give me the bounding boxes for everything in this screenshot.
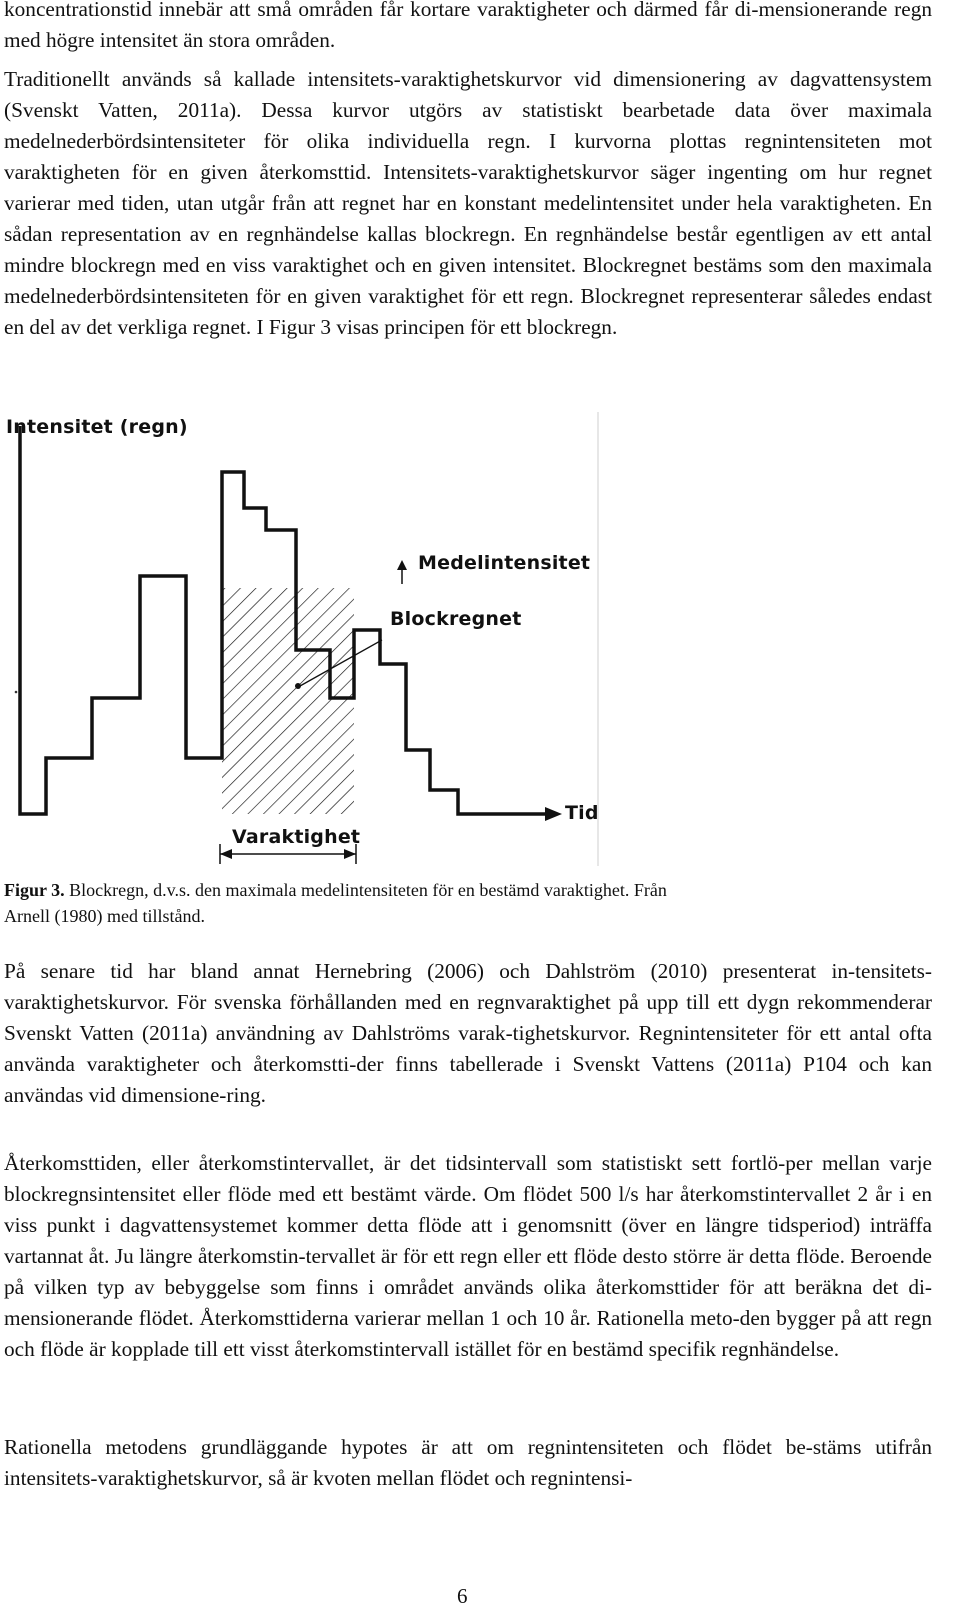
mean-intensity-label: Medelintensitet bbox=[418, 552, 591, 574]
x-axis-label: Tid bbox=[565, 802, 599, 824]
paragraph-intensitets-varaktighetskurvor: Traditionellt används så kallade intensitets-varaktighetskurvor vid dimensionering av dagvattensystem (Svenskt Vatten, 2011a). Dessa kurvor utgörs av statistiskt bearbetade data över maximala medelnederbördsintensiteter för olika individuella regn. I kurvorna plottas regnintensiteten mot varaktigheten för en given återkomsttid. Intensitets-varaktighetskurvor säger ingenting om hur regnet varierar med tiden, utan utgår från att regnet har en konstant medelintensitet under hela varaktigheten. En sådan representation av en regnhändelse kallas blockregn. En regnhändelse består egentligen av ett antal mindre blockregn med en viss varaktighet och en given intensitet. Blockregnet bestäms som den maximala medelnederbördsintensiteten för en given varaktighet för ett regn. Blockregnet representerar således endast en del av det verkliga regnet. I Figur 3 visas principen för ett blockregn. bbox=[4, 67, 932, 339]
duration-arrowhead-left bbox=[220, 849, 232, 859]
paragraph-rationella-metoden: Rationella metodens grundläggande hypotes är att om regnintensiteten och flödet be-stäms utifrån intensitets-varaktighetskurvor, så är kvoten mellan flödet och regnintensi- bbox=[4, 1435, 932, 1490]
paragraph-koncentrationstid: koncentrationstid innebär att små områden får kortare varaktigheter och därmed får di-mensionerande regn med högre intensitet än stora områden. bbox=[4, 0, 932, 52]
caption-text: Blockregn, d.v.s. den maximala medelintensiteten för en bestämd varaktighet. Från Arnell (1980) med tillstånd. bbox=[4, 880, 667, 926]
scan-speck bbox=[15, 691, 18, 694]
block-pointer-dot bbox=[295, 683, 301, 689]
paragraph-aterkomsttid: Återkomsttiden, eller återkomstintervallet, är det tidsintervall som statistiskt sett fortlö-per mellan varje blockregnsintensitet eller flöde med ett bestämt värde. Om flödet 500 l/s har återkomstintervallet 2 år i en viss punkt i dagvattensystemet kommer detta flöde att i genomsnitt (över en längre tidsperiod) inträffa vartannat åt. Ju längre återkomstin-tervallet är för ett regn eller ett flöde desto större är detta flöde. Beroende på vilken typ av bebyggelse som finns i området används olika återkomsttider för att beräkna det di-mensionerande flödet. Återkomsttiderna varierar mellan 1 och 10 år. Rationella meto-den bygger på att regn och flöde är kopplade till ett visst återkomstintervall istället för en bestämd specifik regnhändelse. bbox=[4, 1151, 932, 1361]
caption-label: Figur 3. bbox=[4, 880, 65, 900]
page-number: 6 bbox=[457, 1584, 468, 1608]
paragraph-hernebring-dahlstrom: På senare tid har bland annat Hernebring (2006) och Dahlström (2010) presenterat in-tensitets-varaktighetskurvor. För svenska förhållanden med en regnvaraktighet på upp till ett dygn rekommenderar Svenskt Vatten (2011a) användning av Dahlströms varak-tighetskurvor. Regnintensiteter för ett antal ofta använda varaktigheter och återkomstti-der finns tabellerade i Svenskt Vattens (2011a) P104 och kan användas vid dimensione-ring. bbox=[4, 959, 932, 1107]
duration-arrowhead-right bbox=[344, 849, 356, 859]
block-rain-label: Blockregnet bbox=[390, 608, 522, 630]
mean-intensity-arrowhead bbox=[397, 560, 407, 570]
x-axis-arrowhead bbox=[545, 807, 562, 821]
figure-caption bbox=[4, 877, 704, 929]
blockregn-diagram bbox=[0, 408, 620, 878]
duration-label: Varaktighet bbox=[232, 826, 361, 848]
block-rain-area bbox=[222, 588, 354, 814]
y-axis-label: Intensitet (regn) bbox=[6, 416, 188, 438]
blockregn-figure bbox=[0, 408, 620, 878]
